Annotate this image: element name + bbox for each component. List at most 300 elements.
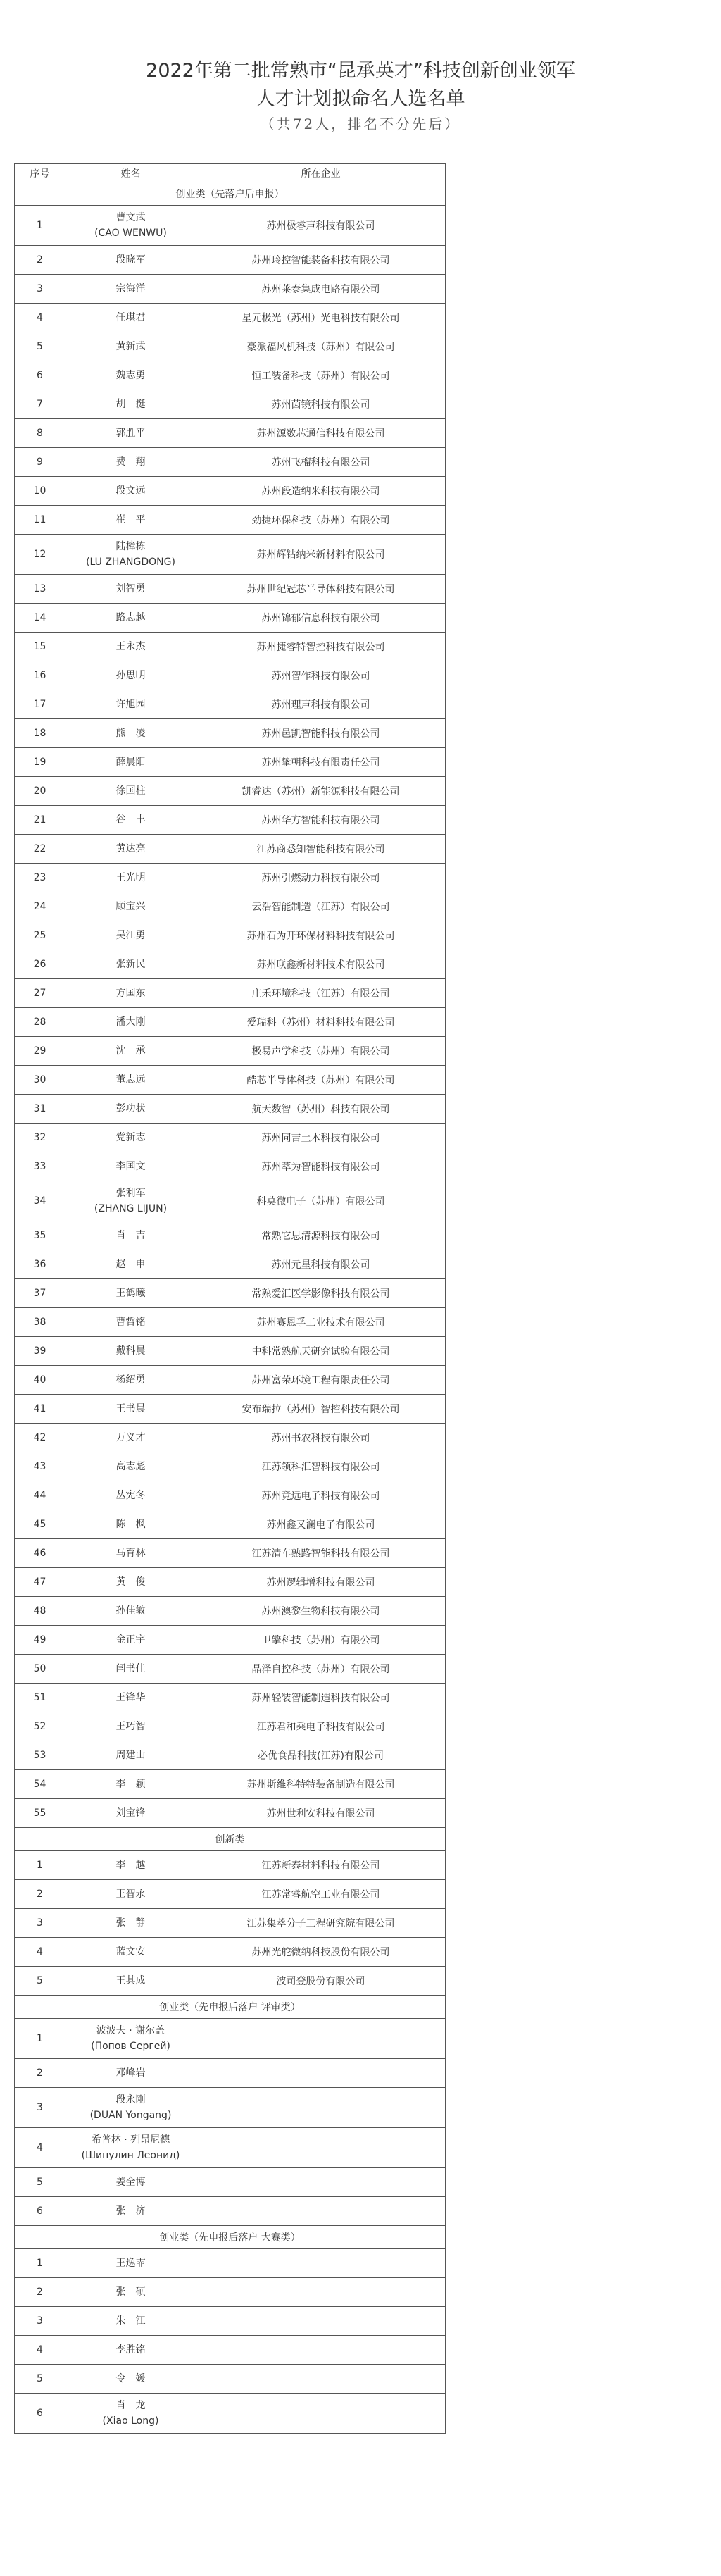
person-name: 徐国柱 [115,785,146,797]
person-name: 曹哲铭 [115,1317,146,1328]
person-name: 肖 龙 [115,2400,146,2411]
row-company [196,2394,446,2434]
row-company: 劲捷环保科技（苏州）有限公司 [196,506,446,535]
table-row [15,921,446,950]
row-number: 41 [15,1395,65,1424]
person-name: 万义才 [115,1432,146,1443]
table-row [15,1967,446,1996]
person-name: 王其成 [115,1975,146,1986]
row-name-cell [65,2249,196,2278]
row-name-cell [65,1308,196,1337]
table-row [15,2365,446,2394]
row-name-cell [65,604,196,633]
row-name-cell [65,661,196,690]
table-row [15,506,446,535]
row-name-cell [65,1712,196,1741]
table-row [15,892,446,921]
person-name: 魏志勇 [115,370,146,381]
person-name: 吴江勇 [115,930,146,941]
row-name-cell [65,2088,196,2128]
row-number: 31 [15,1095,65,1124]
table-row [15,1008,446,1037]
row-name-cell [65,892,196,921]
row-number: 39 [15,1337,65,1366]
person-name: 戴科晨 [115,1345,146,1357]
row-name-cell [65,1510,196,1539]
row-company: 苏州极睿声科技有限公司 [196,206,446,246]
person-name: 段文远 [115,485,146,497]
row-company: 苏州莱泰集成电路有限公司 [196,275,446,304]
row-number: 55 [15,1799,65,1828]
person-name: 薛晨阳 [115,757,146,768]
table-row [15,1124,446,1152]
table-row [15,950,446,979]
row-company: 苏州邑凯智能科技有限公司 [196,719,446,748]
row-company: 凯睿达（苏州）新能源科技有限公司 [196,777,446,806]
table-row [15,2197,446,2226]
table-row [15,1037,446,1066]
row-number: 4 [15,2128,65,2168]
person-name: 费 翔 [115,456,146,468]
person-name-romanized: (ZHANG LIJUN) [94,1203,168,1214]
table-row [15,2059,446,2088]
person-name: 黄达亮 [115,843,146,854]
row-name-cell [65,1770,196,1799]
row-number: 6 [15,2394,65,2434]
person-name: 任琪君 [115,312,146,323]
row-name-cell [65,1037,196,1066]
row-name-cell [65,1279,196,1308]
person-name: 曹文武 [115,212,146,223]
table-row [15,1568,446,1597]
row-company: 晶泽自控科技（苏州）有限公司 [196,1655,446,1684]
row-name-cell [65,575,196,604]
row-name-cell [65,419,196,448]
row-number: 25 [15,921,65,950]
row-number: 3 [15,2307,65,2336]
row-name-cell [65,1395,196,1424]
table-row [15,1452,446,1481]
table-row [15,1308,446,1337]
row-company [196,2128,446,2168]
row-name-cell [65,535,196,575]
person-name: 蓝文安 [115,1946,146,1958]
row-number: 52 [15,1712,65,1741]
row-company: 苏州书农科技有限公司 [196,1424,446,1452]
table-row [15,1279,446,1308]
table-row [15,206,446,246]
table-row [15,1880,446,1909]
row-company: 苏州飞榴科技有限公司 [196,448,446,477]
row-number: 2 [15,2059,65,2088]
row-number: 21 [15,806,65,835]
table-row [15,1909,446,1938]
person-name: 令 媛 [115,2373,146,2384]
row-company: 江苏商悉知智能科技有限公司 [196,835,446,864]
row-name-cell [65,1597,196,1626]
row-name-cell [65,1880,196,1909]
row-number: 34 [15,1181,65,1221]
row-name-cell [65,1626,196,1655]
row-company: 苏州斯维科特特装备制造有限公司 [196,1770,446,1799]
row-name-cell [65,304,196,332]
row-number: 20 [15,777,65,806]
row-company [196,2088,446,2128]
row-number: 45 [15,1510,65,1539]
row-number: 1 [15,206,65,246]
table-row [15,1597,446,1626]
row-number: 9 [15,448,65,477]
person-name: 孙佳敏 [115,1605,146,1617]
person-name: 王逸霏 [115,2258,146,2269]
row-name-cell [65,1066,196,1095]
row-company: 科莫微电子（苏州）有限公司 [196,1181,446,1221]
table-row [15,2168,446,2197]
table-row [15,690,446,719]
row-company: 苏州挚朝科技有限责任公司 [196,748,446,777]
table-row [15,1655,446,1684]
row-number: 2 [15,1880,65,1909]
person-name: 高志彪 [115,1461,146,1472]
row-number: 12 [15,535,65,575]
table-row [15,1938,446,1967]
row-company: 江苏领科汇智科技有限公司 [196,1452,446,1481]
table-row [15,448,446,477]
table-row [15,575,446,604]
row-number: 6 [15,2197,65,2226]
row-company: 星元极光（苏州）光电科技有限公司 [196,304,446,332]
row-number: 33 [15,1152,65,1181]
table-row [15,661,446,690]
row-name-cell [65,748,196,777]
row-name-cell [65,690,196,719]
row-name-cell [65,806,196,835]
table-header-row [15,164,446,182]
table-row [15,1510,446,1539]
row-name-cell [65,1452,196,1481]
person-name: 段晓军 [115,254,146,266]
row-company: 苏州萃为智能科技有限公司 [196,1152,446,1181]
row-company: 酷芯半导体科技（苏州）有限公司 [196,1066,446,1095]
row-company: 常熟爱汇医学影像科技有限公司 [196,1279,446,1308]
row-name-cell [65,2059,196,2088]
row-company: 苏州光舵微纳科技股份有限公司 [196,1938,446,1967]
row-number: 22 [15,835,65,864]
row-company: 苏州竞远电子科技有限公司 [196,1481,446,1510]
row-number: 49 [15,1626,65,1655]
row-number: 30 [15,1066,65,1095]
row-company: 苏州华方智能科技有限公司 [196,806,446,835]
person-name: 沈 承 [115,1045,146,1057]
person-name-romanized: (Шипулин Леонид) [81,2150,180,2161]
row-company: 苏州玲控智能装备科技有限公司 [196,246,446,275]
row-company: 卫擎科技（苏州）有限公司 [196,1626,446,1655]
row-name-cell [65,1909,196,1938]
person-name: 王永杰 [115,641,146,652]
person-name: 郭胜平 [115,428,146,439]
row-name-cell [65,1938,196,1967]
table-row [15,246,446,275]
row-number: 18 [15,719,65,748]
row-company: 苏州鑫又澜电子有限公司 [196,1510,446,1539]
row-company: 必优食品科技(江苏)有限公司 [196,1741,446,1770]
table-row [15,1539,446,1568]
row-company: 恒工装备科技（苏州）有限公司 [196,361,446,390]
table-row [15,1181,446,1221]
header-company: 所在企业 [196,164,446,182]
table-row [15,1851,446,1880]
person-name: 陆樟栋 [115,541,146,552]
row-number: 14 [15,604,65,633]
row-company: 苏州茵镜科技有限公司 [196,390,446,419]
person-name: 顾宝兴 [115,901,146,912]
row-company [196,2168,446,2197]
table-row [15,1741,446,1770]
person-name: 段永刚 [115,2094,146,2105]
row-number: 42 [15,1424,65,1452]
row-name-cell [65,275,196,304]
header-name: 姓名 [65,164,196,182]
row-company [196,2059,446,2088]
table-row [15,361,446,390]
person-name: 熊 凌 [115,728,146,739]
roster-table [14,163,446,2434]
row-company: 苏州逻辑增科技有限公司 [196,1568,446,1597]
row-name-cell [65,2019,196,2059]
row-name-cell [65,1337,196,1366]
row-company: 江苏君和乘电子科技有限公司 [196,1712,446,1741]
section-header-row [15,182,446,206]
row-company: 云浩智能制造（江苏）有限公司 [196,892,446,921]
row-company: 常熟它思清源科技有限公司 [196,1221,446,1250]
row-number: 53 [15,1741,65,1770]
person-name: 李国文 [115,1161,146,1172]
row-company: 苏州源数芯通信科技有限公司 [196,419,446,448]
row-name-cell [65,864,196,892]
person-name-romanized: (LU ZHANGDONG) [86,556,175,568]
row-name-cell [65,1250,196,1279]
row-number: 47 [15,1568,65,1597]
row-number: 29 [15,1037,65,1066]
row-company: 苏州元星科技有限公司 [196,1250,446,1279]
row-name-cell [65,2128,196,2168]
person-name: 宗海洋 [115,283,146,294]
row-company: 苏州世纪冠芯半导体科技有限公司 [196,575,446,604]
row-name-cell [65,1967,196,1996]
person-name: 张新民 [115,959,146,970]
table-row [15,604,446,633]
person-name: 路志越 [115,612,146,623]
table-row [15,2249,446,2278]
person-name: 周建山 [115,1750,146,1761]
row-name-cell [65,1655,196,1684]
table-row [15,2307,446,2336]
person-name: 王书晨 [115,1403,146,1414]
row-name-cell [65,1221,196,1250]
row-number: 16 [15,661,65,690]
row-name-cell [65,979,196,1008]
row-number: 5 [15,2365,65,2394]
row-company: 爱瑞科（苏州）材料科技有限公司 [196,1008,446,1037]
table-row [15,1221,446,1250]
table-row [15,633,446,661]
person-name: 胡 挺 [115,399,146,410]
row-company: 苏州智作科技有限公司 [196,661,446,690]
person-name: 张 济 [115,2205,146,2217]
row-name-cell [65,2307,196,2336]
row-name-cell [65,1124,196,1152]
table-row [15,275,446,304]
row-number: 51 [15,1684,65,1712]
person-name: 方国东 [115,988,146,999]
person-name: 波波夫 · 谢尔盖 [96,2025,165,2036]
person-name-romanized: (DUAN Yongang) [89,2110,172,2121]
row-number: 5 [15,332,65,361]
row-number: 28 [15,1008,65,1037]
row-company: 苏州石为开环保材料科技有限公司 [196,921,446,950]
row-number: 32 [15,1124,65,1152]
person-name: 杨绍勇 [115,1374,146,1386]
row-number: 35 [15,1221,65,1250]
row-company: 航天数智（苏州）科技有限公司 [196,1095,446,1124]
section-title: 创新类 [15,1828,446,1851]
row-number: 2 [15,246,65,275]
person-name: 崔 平 [115,514,146,525]
table-row [15,806,446,835]
row-number: 7 [15,390,65,419]
row-name-cell [65,1481,196,1510]
row-name-cell [65,1152,196,1181]
row-name-cell [65,206,196,246]
row-number: 2 [15,2278,65,2307]
row-number: 6 [15,361,65,390]
row-name-cell [65,2336,196,2365]
row-company: 江苏清车熟路智能科技有限公司 [196,1539,446,1568]
person-name: 张 硕 [115,2286,146,2298]
person-name: 希普林 · 列昂尼德 [91,2134,170,2146]
row-number: 27 [15,979,65,1008]
person-name: 王锋华 [115,1692,146,1703]
table-row [15,748,446,777]
table-row [15,2278,446,2307]
person-name: 邓峰岩 [115,2067,146,2079]
row-company: 苏州澳黎生物科技有限公司 [196,1597,446,1626]
row-company: 苏州捷睿特智控科技有限公司 [196,633,446,661]
table-row [15,2336,446,2365]
table-row [15,835,446,864]
row-name-cell [65,2278,196,2307]
row-number: 46 [15,1539,65,1568]
table-row [15,1250,446,1279]
table-row [15,1395,446,1424]
row-company: 苏州轻装智能制造科技有限公司 [196,1684,446,1712]
row-name-cell [65,2394,196,2434]
row-company: 极易声学科技（苏州）有限公司 [196,1037,446,1066]
row-number: 3 [15,2088,65,2128]
row-number: 48 [15,1597,65,1626]
row-number: 4 [15,304,65,332]
row-company [196,2249,446,2278]
row-company: 苏州联鑫新材料技术有限公司 [196,950,446,979]
row-number: 23 [15,864,65,892]
row-company [196,2197,446,2226]
person-name: 李 越 [115,1860,146,1871]
row-name-cell [65,2365,196,2394]
row-name-cell [65,448,196,477]
row-name-cell [65,1799,196,1828]
person-name: 李 颖 [115,1779,146,1790]
section-title: 创业类（先申报后落户 大赛类） [15,2226,446,2249]
table-row [15,1152,446,1181]
row-company: 苏州世利安科技有限公司 [196,1799,446,1828]
row-name-cell [65,1424,196,1452]
row-number: 36 [15,1250,65,1279]
document-title-line2: 人才计划拟命名人选名单 [256,88,465,110]
row-name-cell [65,835,196,864]
row-company: 江苏集萃分子工程研究院有限公司 [196,1909,446,1938]
table-row [15,1366,446,1395]
row-name-cell [65,2168,196,2197]
table-row [15,1712,446,1741]
row-number: 5 [15,2168,65,2197]
row-company: 苏州引燃动力科技有限公司 [196,864,446,892]
person-name: 李胜铭 [115,2344,146,2356]
table-row [15,1799,446,1828]
person-name: 姜全博 [115,2177,146,2188]
person-name: 党新志 [115,1132,146,1143]
row-name-cell [65,477,196,506]
section-header-row [15,1996,446,2019]
table-row [15,535,446,575]
person-name: 王光明 [115,872,146,883]
table-row [15,1770,446,1799]
person-name: 马育林 [115,1548,146,1559]
row-number: 15 [15,633,65,661]
row-name-cell [65,1741,196,1770]
person-name: 陈 枫 [115,1519,146,1530]
row-number: 1 [15,2249,65,2278]
person-name-romanized: (Попов Сергей) [91,2041,170,2052]
row-number: 38 [15,1308,65,1337]
row-company: 豪派福风机科技（苏州）有限公司 [196,332,446,361]
row-name-cell [65,506,196,535]
person-name: 董志远 [115,1074,146,1085]
row-company: 中科常熟航天研究试验有限公司 [196,1337,446,1366]
row-number: 8 [15,419,65,448]
person-name: 许旭园 [115,699,146,710]
person-name: 赵 申 [115,1259,146,1270]
row-number: 26 [15,950,65,979]
person-name: 黄 俊 [115,1576,146,1588]
row-number: 4 [15,2336,65,2365]
row-name-cell [65,332,196,361]
table-row [15,979,446,1008]
row-company: 苏州理声科技有限公司 [196,690,446,719]
row-name-cell [65,777,196,806]
person-name: 谷 丰 [115,814,146,826]
person-name: 彭功状 [115,1103,146,1114]
row-name-cell [65,1095,196,1124]
row-name-cell [65,950,196,979]
person-name: 肖 吉 [115,1230,146,1241]
document-subtitle: （共72人，排名不分先后） [260,116,461,132]
section-title: 创业类（先申报后落户 评审类） [15,1996,446,2019]
row-company: 波司登股份有限公司 [196,1967,446,1996]
row-name-cell [65,633,196,661]
row-name-cell [65,1539,196,1568]
row-name-cell [65,1684,196,1712]
table-row [15,1066,446,1095]
